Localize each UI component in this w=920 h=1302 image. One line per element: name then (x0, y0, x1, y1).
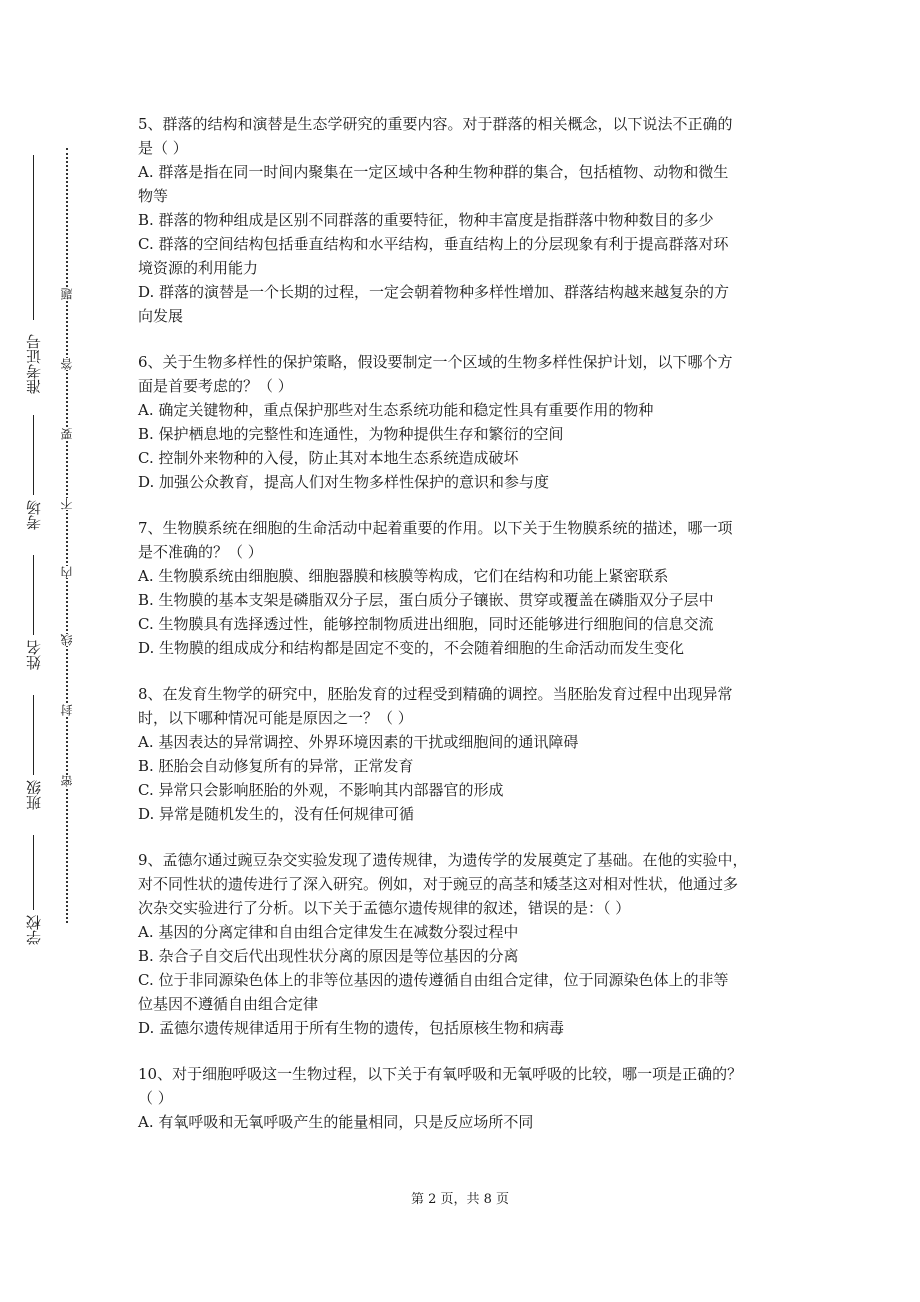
question-option: A. 有氧呼吸和无氧呼吸产生的能量相同，只是反应场所不同 (138, 1113, 534, 1131)
question-stem: 8、在发育生物学的研究中，胚胎发育的过程受到精确的调控。当胚胎发育过程中出现异常 (138, 685, 733, 703)
question-stem: 是不准确的？（ ） (138, 543, 263, 561)
question-option: D. 加强公众教育，提高人们对生物多样性保护的意识和参与度 (138, 473, 550, 491)
question-stem: （ ） (138, 1089, 173, 1107)
question-option: 向发展 (138, 307, 184, 325)
question-option: C. 位于非同源染色体上的非等位基因的遗传遵循自由组合定律，位于同源染色体上的非等 (138, 971, 729, 989)
question-option: 境资源的利用能力 (138, 259, 259, 277)
question-option: B. 保护栖息地的完整性和连通性，为物种提供生存和繁衍的空间 (138, 425, 564, 443)
question-list (138, 112, 788, 1156)
seal-char: 不 (60, 498, 74, 510)
seal-char: 线 (60, 634, 74, 646)
binding-strip (0, 0, 110, 1302)
question-stem: 5、群落的结构和演替是生态学研究的重要内容。对于群落的相关概念，以下说法不正确的 (138, 115, 733, 133)
class-field-line[interactable] (33, 695, 34, 775)
question-option: B. 胚胎会自动修复所有的异常，正常发育 (138, 757, 414, 775)
question-option: A. 基因表达的异常调控、外界环境因素的干扰或细胞间的通讯障碍 (138, 733, 579, 751)
question-option: A. 基因的分离定律和自由组合定律发生在减数分裂过程中 (138, 923, 519, 941)
question-5 (138, 112, 788, 328)
question-option: 位基因不遵循自由组合定律 (138, 995, 319, 1013)
seal-char: 要 (60, 428, 74, 440)
room-field-line[interactable] (33, 415, 34, 495)
question-stem: 对不同性状的遗传进行了深入研究。例如，对于豌豆的高茎和矮茎这对相对性状，他通过多 (138, 875, 739, 893)
seal-dotted-line (66, 148, 68, 923)
question-option: D. 群落的演替是一个长期的过程，一定会朝着物种多样性增加、群落结构越来越复杂的方 (138, 283, 730, 301)
question-stem: 次杂交实验进行了分析。以下关于孟德尔遗传规律的叙述，错误的是：（ ） (138, 899, 631, 917)
school-field-line[interactable] (33, 835, 34, 910)
question-9 (138, 848, 788, 1040)
question-stem: 是（ ） (138, 139, 188, 157)
question-option: A. 群落是指在同一时间内聚集在一定区域中各种生物种群的集合，包括植物、动物和微生 (138, 163, 729, 181)
question-option: B. 杂合子自交后代出现性状分离的原因是等位基因的分离 (138, 947, 519, 965)
question-stem: 时，以下哪种情况可能是原因之一？（ ） (138, 709, 413, 727)
question-stem: 10、对于细胞呼吸这一生物过程，以下关于有氧呼吸和无氧呼吸的比较，哪一项是正确的？ (138, 1065, 743, 1083)
seal-char: 密 (60, 775, 74, 787)
question-stem: 9、孟德尔通过豌豆杂交实验发现了遗传规律，为遗传学的发展奠定了基础。在他的实验中， (138, 851, 748, 869)
question-8 (138, 682, 788, 826)
id-field-line[interactable] (33, 155, 34, 320)
question-option: D. 生物膜的组成成分和结构都是固定不变的，不会随着细胞的生命活动而发生变化 (138, 639, 685, 657)
question-option: A. 确定关键物种，重点保护那些对生态系统功能和稳定性具有重要作用的物种 (138, 401, 654, 419)
question-option: C. 异常只会影响胚胎的外观，不影响其内部器官的形成 (138, 781, 504, 799)
question-stem: 7、生物膜系统在细胞的生命活动中起着重要的作用。以下关于生物膜系统的描述，哪一项 (138, 519, 733, 537)
question-option: 物等 (138, 187, 169, 205)
class-field-label: 班级 (25, 780, 43, 810)
question-option: C. 控制外来物种的入侵，防止其对本地生态系统造成破坏 (138, 449, 519, 467)
question-option: D. 异常是随机发生的，没有任何规律可循 (138, 805, 415, 823)
question-option: B. 生物膜的基本支架是磷脂双分子层，蛋白质分子镶嵌、贯穿或覆盖在磷脂双分子层中 (138, 591, 714, 609)
question-stem: 6、关于生物多样性的保护策略，假设要制定一个区域的生物多样性保护计划，以下哪个方 (138, 353, 733, 371)
id-field-label: 准考证号 (25, 334, 43, 394)
seal-char: 内 (60, 566, 74, 578)
seal-char: 答 (60, 358, 74, 370)
seal-char: 题 (60, 288, 74, 300)
question-option: D. 孟德尔遗传规律适用于所有生物的遗传，包括原核生物和病毒 (138, 1019, 565, 1037)
name-field-label: 姓名 (25, 640, 43, 670)
question-option: A. 生物膜系统由细胞膜、细胞器膜和核膜等构成，它们在结构和功能上紧密联系 (138, 567, 669, 585)
school-field-label: 学校 (25, 915, 43, 945)
name-field-line[interactable] (33, 555, 34, 635)
question-option: C. 生物膜具有选择透过性，能够控制物质进出细胞，同时还能够进行细胞间的信息交流 (138, 615, 714, 633)
room-field-label: 考场 (25, 500, 43, 530)
question-option: C. 群落的空间结构包括垂直结构和水平结构，垂直结构上的分层现象有利于提高群落对环 (138, 235, 729, 253)
question-stem: 面是首要考虑的？（ ） (138, 377, 293, 395)
question-option: B. 群落的物种组成是区别不同群落的重要特征，物种丰富度是指群落中物种数目的多少 (138, 211, 714, 229)
question-7 (138, 516, 788, 660)
page-footer: 第 2 页，共 8 页 (410, 1192, 510, 1207)
question-10 (138, 1062, 788, 1134)
question-6 (138, 350, 788, 494)
seal-char: 封 (60, 704, 74, 716)
